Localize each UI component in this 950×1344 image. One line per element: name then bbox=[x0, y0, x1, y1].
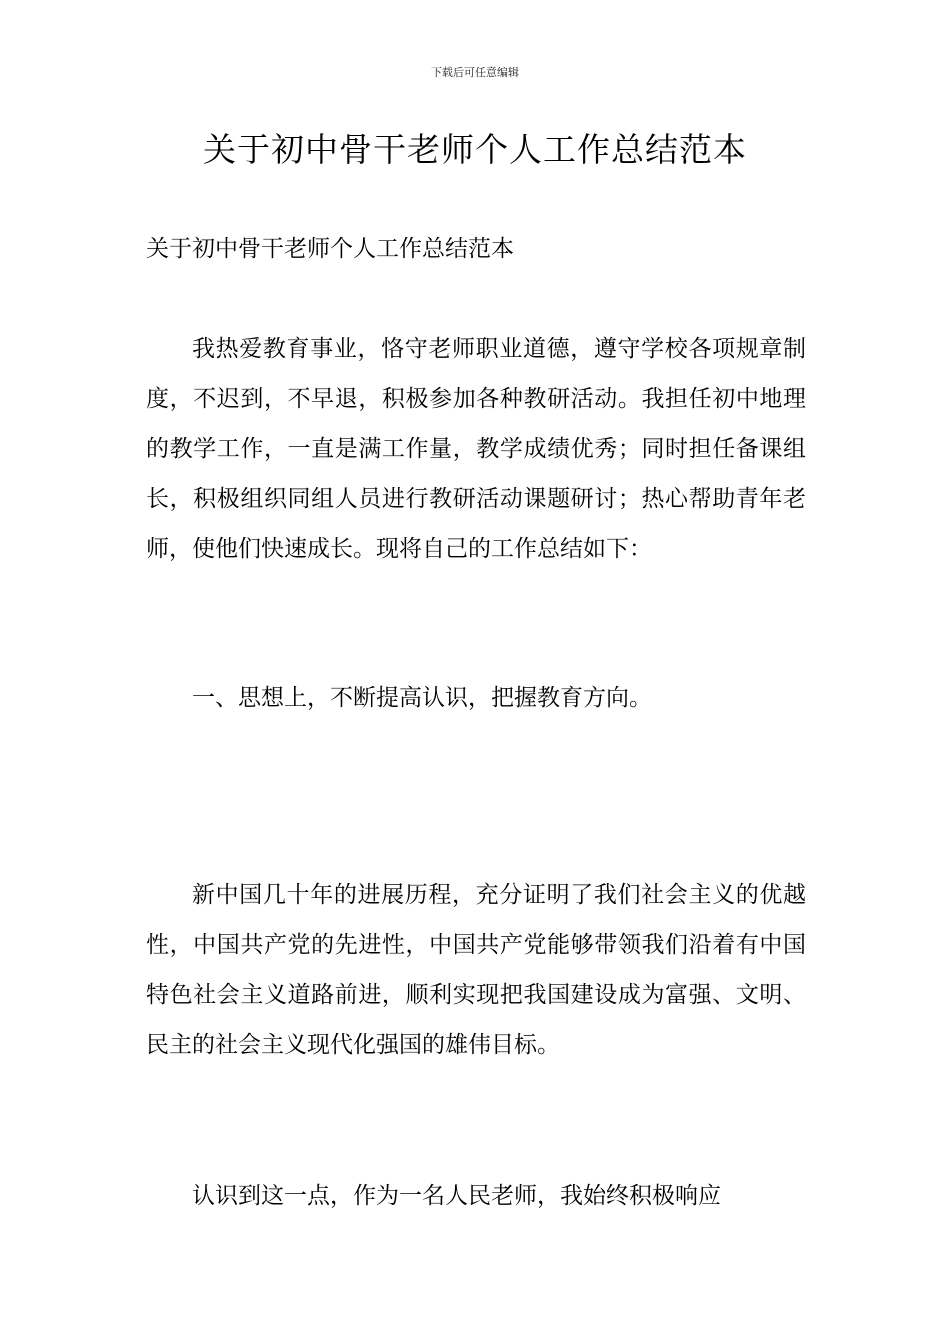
paragraph-history: 新中国几十年的进展历程，充分证明了我们社会主义的优越性，中国共产党的先进性，中国共产党能够带领我们沿着有中国特色社会主义道路前进，顺利实现把我国建设成为富强、文明、民主的社会主义现代化强国的雄伟目标。 bbox=[146, 882, 806, 1058]
document-subtitle: 关于初中骨干老师个人工作总结范本 bbox=[146, 236, 514, 262]
section-heading-thought: 一、思想上，不断提高认识，把握教育方向。 bbox=[192, 685, 652, 711]
header-note: 下载后可任意编辑 bbox=[431, 66, 519, 79]
document-title: 关于初中骨干老师个人工作总结范本 bbox=[203, 130, 747, 169]
paragraph-intro: 我热爱教育事业，恪守老师职业道德，遵守学校各项规章制度，不迟到，不早退，积极参加各种教研活动。我担任初中地理的教学工作，一直是满工作量，教学成绩优秀；同时担任备课组长，积极组织同组人员进行教研活动课题研讨；热心帮助青年老师，使他们快速成长。现将自己的工作总结如下： bbox=[146, 336, 806, 562]
paragraph-response: 认识到这一点，作为一名人民老师，我始终积极响应 bbox=[192, 1183, 721, 1209]
